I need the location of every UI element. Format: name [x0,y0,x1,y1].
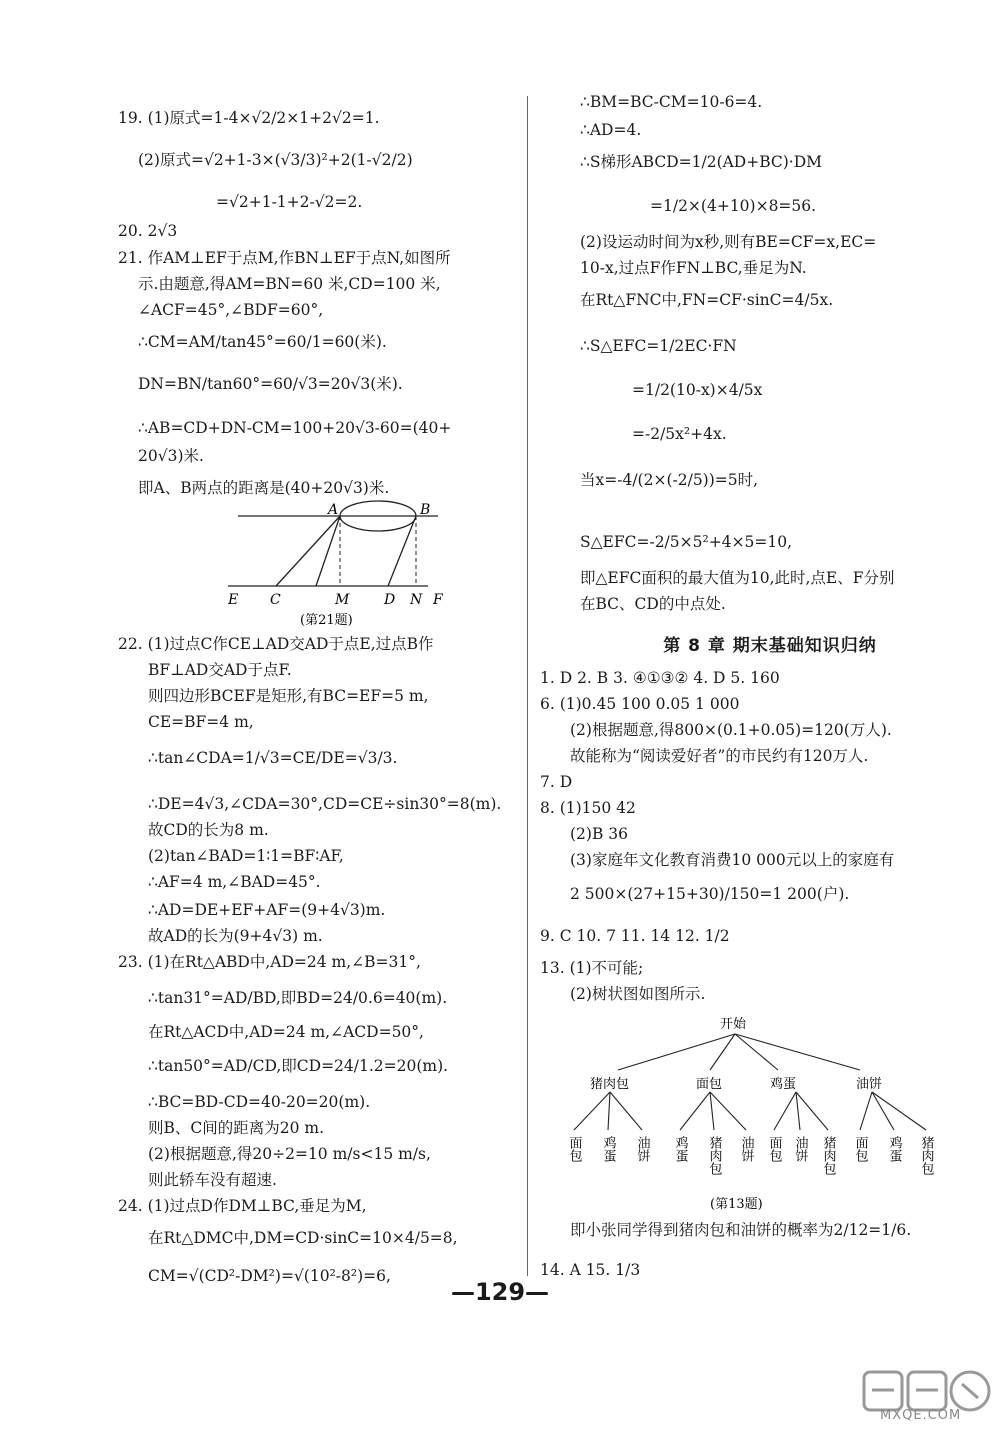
text-line: (2)根据题意,得20÷2=10 m/s<15 m/s, [148,1145,431,1163]
text-line: 6. (1)0.45 100 0.05 1 000 [540,695,740,713]
chapter-title: 第 8 章 期末基础知识归纳 [663,636,877,656]
text-line: ∴AB=CD+DN-CM=100+20√3-60=(40+ [138,419,452,437]
text-line: BF⊥AD交AD于点F. [148,661,292,679]
text-line: =1/2(10-x)×4/5x [632,381,763,399]
text-line: 20. 2√3 [118,222,178,240]
figure-caption: (第21题) [300,613,353,628]
text-line: 20√3)米. [138,447,204,465]
text-line: 24. (1)过点D作DM⊥BC,垂足为M, [118,1197,367,1215]
label-F: F [433,592,443,608]
text-line: ∴BC=BD-CD=40-20=20(m). [148,1093,371,1111]
text-line: ∴tan50°=AD/CD,即CD=24/1.2=20(m). [148,1057,449,1075]
text-line: 22. (1)过点C作CE⊥AD交AD于点E,过点B作 [118,635,434,653]
text-line: 8. (1)150 42 [540,799,636,817]
text-line: ∴S梯形ABCD=1/2(AD+BC)·DM [580,153,823,171]
text-line: CM=√(CD²-DM²)=√(10²-8²)=6, [148,1267,391,1285]
text-line: ∴S△EFC=1/2EC·FN [580,337,737,355]
text-line: 19. (1)原式=1-4×√2/2×1+2√2=1. [118,109,380,127]
text-line: ∴BM=BC-CM=10-6=4. [580,93,763,111]
tree-leaf: 面包 [766,1136,782,1162]
tree-leaf: 油饼 [634,1136,650,1162]
text-line: 21. 作AM⊥EF于点M,作BN⊥EF于点N,如图所 [118,249,451,267]
page-number: —129— [450,1278,550,1306]
text-line: 在BC、CD的中点处. [580,595,726,613]
text-line: (3)家庭年文化教育消费10 000元以上的家庭有 [570,851,895,869]
text-line: 1. D 2. B 3. ④①③② 4. D 5. 160 [540,669,780,687]
tree-leaf: 面包 [566,1136,582,1162]
text-line: ∴tan∠CDA=1/√3=CE/DE=√3/3. [148,749,398,767]
text-line: 2 500×(27+15+30)/150=1 200(户). [570,885,850,903]
text-line: 在Rt△FNC中,FN=CF·sinC=4/5x. [580,291,834,309]
text-line: ∴AF=4 m,∠BAD=45°. [148,873,321,891]
text-line: (2)设运动时间为x秒,则有BE=CF=x,EC= [580,233,877,251]
text-line: 故AD的长为(9+4√3) m. [148,927,323,945]
text-line: 13. (1)不可能; [540,959,644,977]
text-line: 23. (1)在Rt△ABD中,AD=24 m,∠B=31°, [118,953,421,971]
text-line: 当x=-4/(2×(-2/5))=5时, [580,471,759,489]
text-line: 则此轿车没有超速. [148,1171,277,1189]
text-line: 在Rt△ACD中,AD=24 m,∠ACD=50°, [148,1023,424,1041]
text-line: =√2+1-1+2-√2=2. [216,193,363,211]
tree-leaf: 油饼 [738,1136,754,1162]
text-line: 在Rt△DMC中,DM=CD·sinC=10×4/5=8, [148,1229,458,1247]
tree-leaf: 鸡蛋 [672,1136,688,1162]
text-line: DN=BN/tan60°=60/√3=20√3(米). [138,375,403,393]
figure-caption: (第13题) [710,1197,763,1212]
text-line: 即A、B两点的距离是(40+20√3)米. [138,479,390,497]
tree-leaf: 猪肉包 [820,1136,836,1175]
text-line: (2)原式=√2+1-3×(√3/3)²+2(1-√2/2) [138,151,413,169]
text-line: 14. A 15. 1/3 [540,1261,641,1279]
text-line: 即小张同学得到猪肉包和油饼的概率为2/12=1/6. [570,1221,912,1239]
column-divider [527,96,528,1276]
text-line: 9. C 10. 7 11. 14 12. 1/2 [540,927,730,945]
text-line: 故能称为“阅读爱好者”的市民约有120万人. [570,747,869,765]
tree-node: 猪肉包 [590,1077,630,1092]
text-line: CE=BF=4 m, [148,713,254,731]
text-line: ∴CM=AM/tan45°=60/1=60(米). [138,333,387,351]
tree-leaf: 猪肉包 [706,1136,722,1175]
text-line: (2)树状图如图所示. [570,985,706,1003]
text-line: =1/2×(4+10)×8=56. [650,197,817,215]
text-line: ∴AD=DE+EF+AF=(9+4√3)m. [148,901,386,919]
text-line: ∴DE=4√3,∠CDA=30°,CD=CE÷sin30°=8(m). [148,795,502,813]
text-line: (2)tan∠BAD=1∶1=BF∶AF, [148,847,344,865]
tree-node: 面包 [696,1077,723,1092]
tree-node: 油饼 [856,1077,883,1092]
label-M: M [335,592,350,608]
tree-leaf: 鸡蛋 [600,1136,616,1162]
label-C: C [270,592,281,608]
label-D: D [384,592,396,608]
text-line: 故CD的长为8 m. [148,821,269,839]
text-line: S△EFC=-2/5×5²+4×5=10, [580,533,793,551]
text-line: ∴AD=4. [580,121,642,139]
label-N: N [410,592,423,608]
tree-root: 开始 [720,1017,747,1032]
text-line: 即△EFC面积的最大值为10,此时,点E、F分别 [580,569,895,587]
text-line: 示.由题意,得AM=BN=60 米,CD=100 米, [138,275,441,293]
tree-leaf: 鸡蛋 [886,1136,902,1162]
label-E: E [228,592,239,608]
text-line: 则B、C间的距离为20 m. [148,1119,325,1137]
text-line: (2)B 36 [570,825,628,843]
text-line: ∠ACF=45°,∠BDF=60°, [138,301,324,319]
figure-13-tree [560,1012,950,1212]
label-A: A [328,502,339,518]
tree-leaf: 油饼 [792,1136,808,1162]
watermark-text: MXQE.COM [880,1408,962,1423]
text-line: (2)根据题意,得800×(0.1+0.05)=120(万人). [570,721,892,739]
tree-leaf: 面包 [852,1136,868,1162]
text-line: =-2/5x²+4x. [632,425,727,443]
tree-node: 鸡蛋 [770,1077,797,1092]
text-line: 10-x,过点F作FN⊥BC,垂足为N. [580,259,807,277]
text-line: ∴tan31°=AD/BD,即BD=24/0.6=40(m). [148,989,448,1007]
text-line: 则四边形BCEF是矩形,有BC=EF=5 m, [148,687,429,705]
text-line: 7. D [540,773,573,791]
label-B: B [420,502,431,518]
tree-leaf: 猪肉包 [918,1136,934,1175]
figure-21 [228,498,458,628]
